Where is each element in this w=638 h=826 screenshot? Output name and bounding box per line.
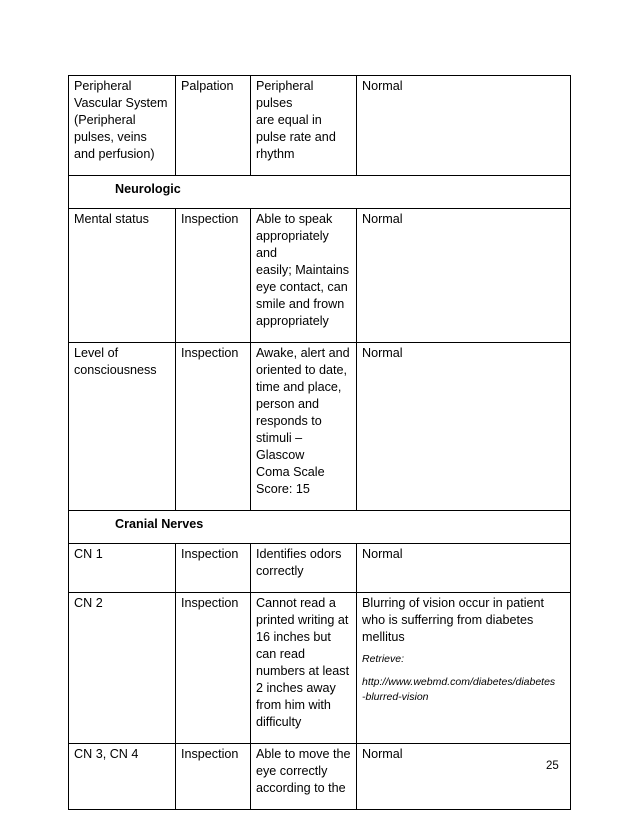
finding-cell — [251, 744, 357, 810]
system-cell — [69, 544, 176, 593]
finding-cell-text: Able to move the eye correctly according to the — [256, 747, 351, 795]
technique-cell — [176, 76, 251, 176]
interpretation-cell-text: Normal — [362, 747, 403, 761]
system-cell-text: Peripheral Vascular System (Peripheral pulses, veins and perfusion) — [74, 79, 168, 161]
finding-cell — [251, 76, 357, 176]
section-label: Cranial Nerves — [69, 511, 571, 544]
table-row — [69, 76, 571, 176]
assessment-table — [68, 75, 571, 810]
interpretation-cell — [357, 544, 571, 593]
interpretation-cell — [357, 209, 571, 343]
retrieve-label: Retrieve: — [362, 653, 405, 665]
system-cell — [69, 744, 176, 810]
system-cell — [69, 209, 176, 343]
finding-cell-text: Awake, alert and oriented to date, time and place, person and responds to stimuli – Glascow Coma Scale Score: 15 — [256, 346, 350, 496]
technique-cell — [176, 209, 251, 343]
interpretation-cell-text: Normal — [362, 79, 403, 93]
interpretation-cell-text: Normal — [362, 346, 403, 360]
page-number: 25 — [546, 760, 559, 772]
system-cell-text: Mental status — [74, 212, 149, 226]
section-header-row — [69, 511, 571, 544]
section-label: Neurologic — [69, 176, 571, 209]
table-row — [69, 544, 571, 593]
finding-cell-text: Able to speak appropriately and easily; Maintains eye contact, can smile and frown appropriately — [256, 212, 350, 328]
system-cell-text: CN 3, CN 4 — [74, 747, 139, 761]
section-header-row — [69, 176, 571, 209]
table-row — [69, 593, 571, 744]
system-cell-text: CN 2 — [74, 596, 103, 610]
system-cell-text: CN 1 — [74, 547, 103, 561]
table-row — [69, 343, 571, 511]
finding-cell — [251, 544, 357, 593]
technique-cell-text: Inspection — [181, 747, 239, 761]
technique-cell — [176, 593, 251, 744]
system-cell — [69, 343, 176, 511]
system-cell-text: Level of consciousness — [74, 346, 157, 377]
interpretation-cell-text: Normal — [362, 547, 403, 561]
assessment-table-body — [69, 76, 571, 810]
finding-cell-text: Identifies odors correctly — [256, 547, 342, 578]
technique-cell — [176, 744, 251, 810]
system-cell — [69, 593, 176, 744]
finding-cell — [251, 593, 357, 744]
finding-cell-text: Cannot read a printed writing at 16 inches but can read numbers at least 2 inches away from him with difficulty — [256, 596, 350, 729]
technique-cell-text: Inspection — [181, 596, 239, 610]
interpretation-cell-text: Blurring of vision occur in patient who is sufferring from diabetes mellitus — [362, 596, 545, 644]
system-cell — [69, 76, 176, 176]
technique-cell — [176, 544, 251, 593]
interpretation-cell — [357, 744, 571, 810]
interpretation-cell — [357, 593, 571, 744]
table-row — [69, 209, 571, 343]
finding-cell — [251, 343, 357, 511]
reference-url: http://www.webmd.com/diabetes/diabetes -blurred-vision — [362, 676, 556, 703]
technique-cell-text: Inspection — [181, 212, 239, 226]
interpretation-cell — [357, 76, 571, 176]
interpretation-cell-text: Normal — [362, 212, 403, 226]
technique-cell-text: Inspection — [181, 346, 239, 360]
technique-cell — [176, 343, 251, 511]
interpretation-cell — [357, 343, 571, 511]
finding-cell — [251, 209, 357, 343]
table-row — [69, 744, 571, 810]
finding-cell-text: Peripheral pulses are equal in pulse rate and rhythm — [256, 79, 336, 161]
technique-cell-text: Palpation — [181, 79, 234, 93]
technique-cell-text: Inspection — [181, 547, 239, 561]
